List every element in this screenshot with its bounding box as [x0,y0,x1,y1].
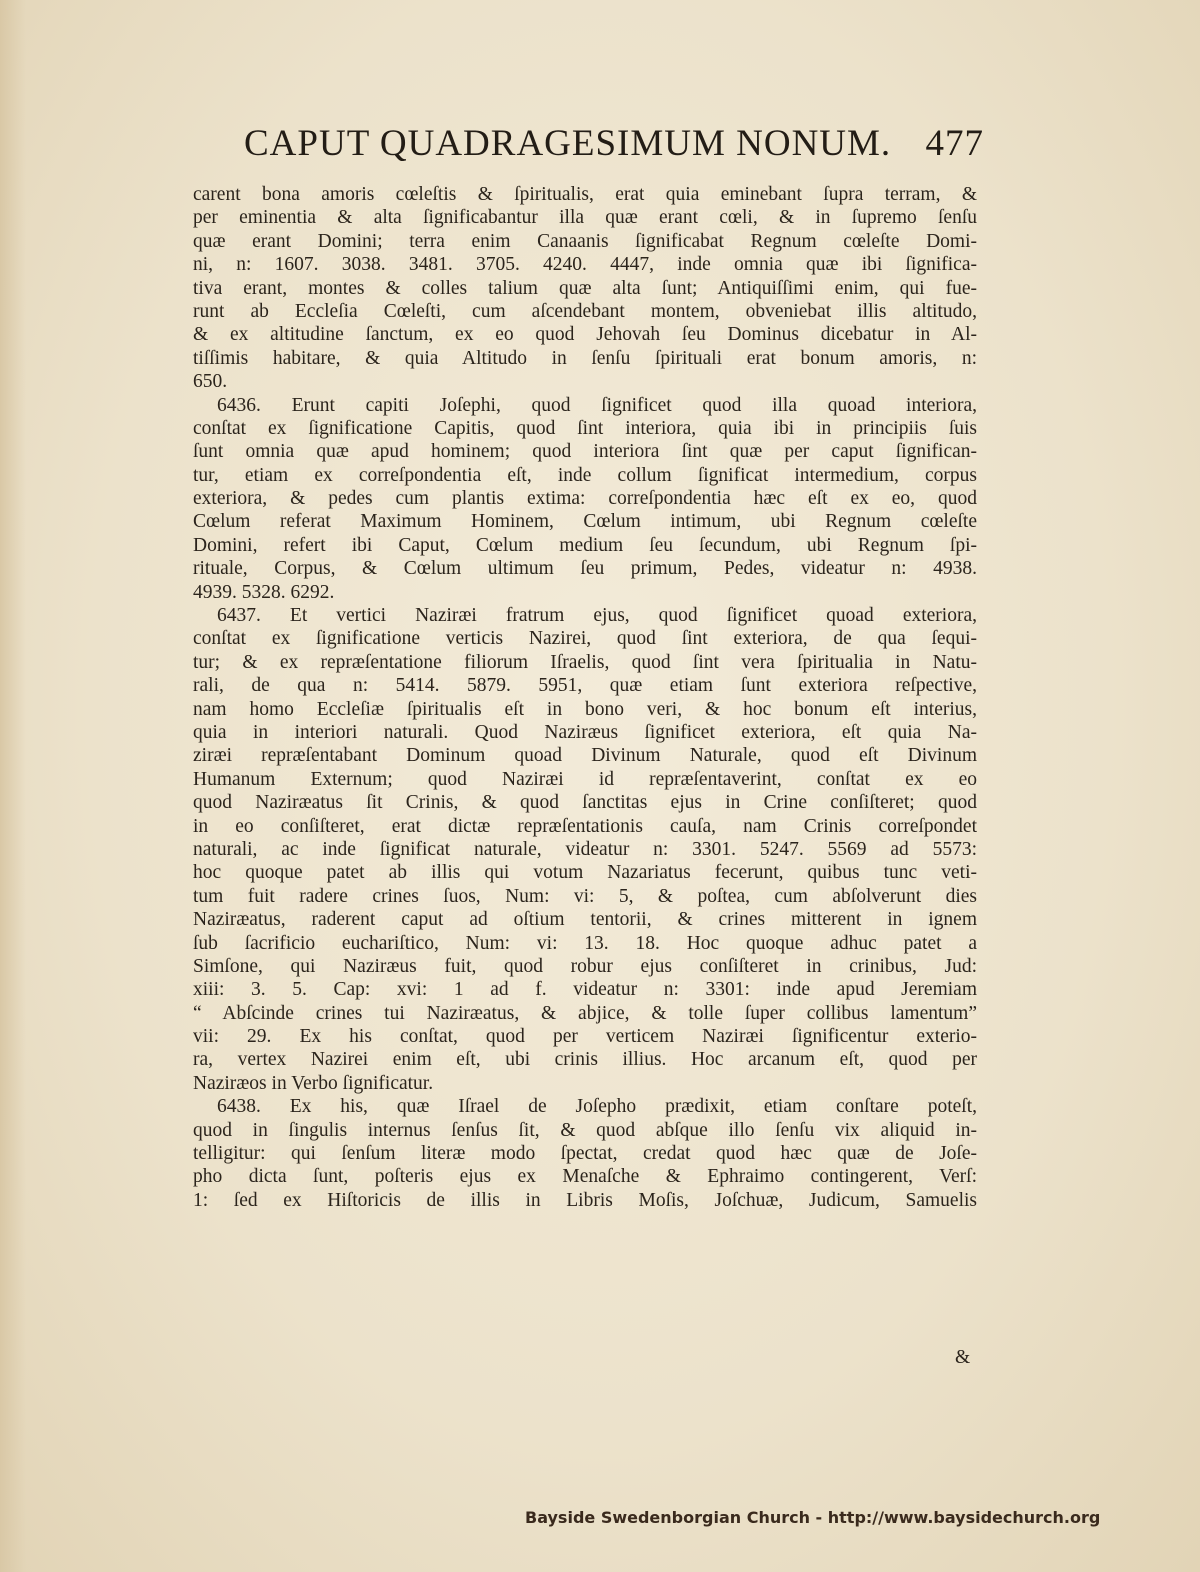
text-line: & ex altitudine ſanctum, ex eo quod Jehovah ſeu Dominus dicebatur in Al- [193,324,977,346]
text-line: Naziræos in Verbo ſignificatur. [193,1072,434,1094]
text-line: naturali, ac inde ſignificat naturale, videatur n: 3301. 5247. 5569 ad 5573: [193,838,977,860]
text-line: Simſone, qui Naziræus fuit, quod robur ejus conſiſteret in crinibus, Jud: [193,955,977,977]
text-line: quæ erant Domini; terra enim Canaanis ſignificabat Regnum cœleſte Domi- [193,230,977,252]
text-line: tum fuit radere crines ſuos, Num: vi: 5, & poſtea, cum abſolverunt dies [193,885,977,907]
text-line: Naziræatus, raderent caput ad oſtium tentorii, & crines mitterent in ignem [193,909,977,931]
page-edge-shadow [0,0,26,1572]
text-line: per eminentia & alta ſignificabantur illa quæ erant cœli, & in ſupremo ſenſu [193,207,977,229]
text-line: rali, de qua n: 5414. 5879. 5951, quæ etiam ſunt exteriora reſpective, [193,675,977,697]
text-line: vii: 29. Ex his conſtat, quod per verticem Naziræi ſignificentur exterio- [193,1026,977,1048]
text-line: tur; & ex repræſentatione filiorum Iſraelis, quod ſint vera ſpiritualia in Natu- [193,651,977,673]
body-text [193,183,977,1212]
source-watermark: Bayside Swedenborgian Church - http://www.baysidechurch.org [525,1508,1101,1527]
text-line: nam homo Eccleſiæ ſpiritualis eſt in bono veri, & hoc bonum eſt interius, [193,698,977,720]
text-line: hoc quoque patet ab illis qui votum Nazariatus fecerunt, quibus tunc veti- [193,862,977,884]
text-line: quod in ſingulis internus ſenſus ſit, & quod abſque illo ſenſu vix aliquid in- [193,1119,977,1141]
text-line: Humanum Externum; quod Naziræi id repræſentaverint, conſtat ex eo [193,768,977,790]
text-line: ſub ſacrificio euchariſtico, Num: vi: 13. 18. Hoc quoque adhuc patet a [193,932,977,954]
paragraph-start-line: 6436. Erunt capiti Joſephi, quod ſignificet quod illa quoad interiora, [217,394,977,416]
text-line: conſtat ex ſignificatione verticis Nazirei, quod ſint exteriora, de qua ſequi- [193,628,977,650]
text-line: conſtat ex ſignificatione Capitis, quod ſint interiora, quia ibi in principiis ſuis [193,417,977,439]
text-line: carent bona amoris cœleſtis & ſpiritualis, erat quia eminebant ſupra terram, & [193,184,977,205]
paragraph-start-line: 6437. Et vertici Naziræi fratrum ejus, quod ſignificet quoad exteriora, [217,605,977,627]
text-line: pho dicta ſunt, poſteris ejus ex Menaſche & Ephraimo contingerent, Verſ: [193,1166,977,1188]
running-header [244,122,984,172]
text-line: quia in interiori naturali. Quod Naziræus ſignificet exteriora, eſt quia Na- [193,721,977,743]
text-line: 650. [193,371,228,393]
page-number: 477 [925,123,984,164]
text-line: runt ab Eccleſia Cœleſti, cum aſcendebant montem, obveniebat illis altitudo, [193,300,977,322]
text-line: tur, etiam ex correſpondentia eſt, inde collum ſignificat intermedium, corpus [193,464,977,486]
text-line: ni, n: 1607. 3038. 3481. 3705. 4240. 4447, inde omnia quæ ibi ſignifica- [193,254,977,276]
text-line: quod Naziræatus ſit Crinis, & quod ſanctitas ejus in Crine conſiſteret; quod [193,792,977,814]
text-line: tiſſimis habitare, & quia Altitudo in ſenſu ſpirituali erat bonum amoris, n: [193,347,977,369]
header-title: CAPUT QUADRAGESIMUM NONUM. [244,123,892,164]
text-line: ra, vertex Nazirei enim eſt, ubi crinis illius. Hoc arcanum eſt, quod per [193,1049,977,1071]
text-line: Domini, refert ibi Caput, Cœlum medium ſeu ſecundum, ubi Regnum ſpi- [193,534,977,556]
text-line: rituale, Corpus, & Cœlum ultimum ſeu primum, Pedes, videatur n: 4938. [193,558,977,580]
text-line: tiva erant, montes & colles talium quæ alta ſunt; Antiquiſſimi enim, qui fue- [193,277,977,299]
text-line: ſunt omnia quæ apud hominem; quod interiora ſint quæ per caput ſignifican- [193,441,977,463]
text-line: ziræi repræſentabant Dominum quoad Divinum Naturale, quod eſt Divinum [193,745,977,767]
text-line: “ Abſcinde crines tui Naziræatus, & abjice, & tolle ſuper collibus lamentum” [193,1002,977,1024]
text-line: telligitur: qui ſenſum literæ modo ſpectat, credat quod hæc quæ de Joſe- [193,1143,977,1165]
paragraph-start-line: 6438. Ex his, quæ Iſrael de Joſepho prædixit, etiam conſtare poteſt, [217,1096,977,1118]
text-line: exteriora, & pedes cum plantis extima: correſpondentia hæc eſt ex eo, quod [193,488,977,510]
text-line: in eo conſiſteret, erat dictæ repræſentationis cauſa, nam Crinis correſpondet [193,815,977,837]
text-line: Cœlum referat Maximum Hominem, Cœlum intimum, ubi Regnum cœleſte [193,511,977,533]
text-line: xiii: 3. 5. Cap: xvi: 1 ad f. videatur n: 3301: inde apud Jeremiam [193,979,977,1001]
text-line: 1: ſed ex Hiſtoricis de illis in Libris Moſis, Joſchuæ, Judicum, Samuelis [193,1189,977,1211]
catchword: & [955,1347,971,1368]
text-line: 4939. 5328. 6292. [193,581,335,603]
